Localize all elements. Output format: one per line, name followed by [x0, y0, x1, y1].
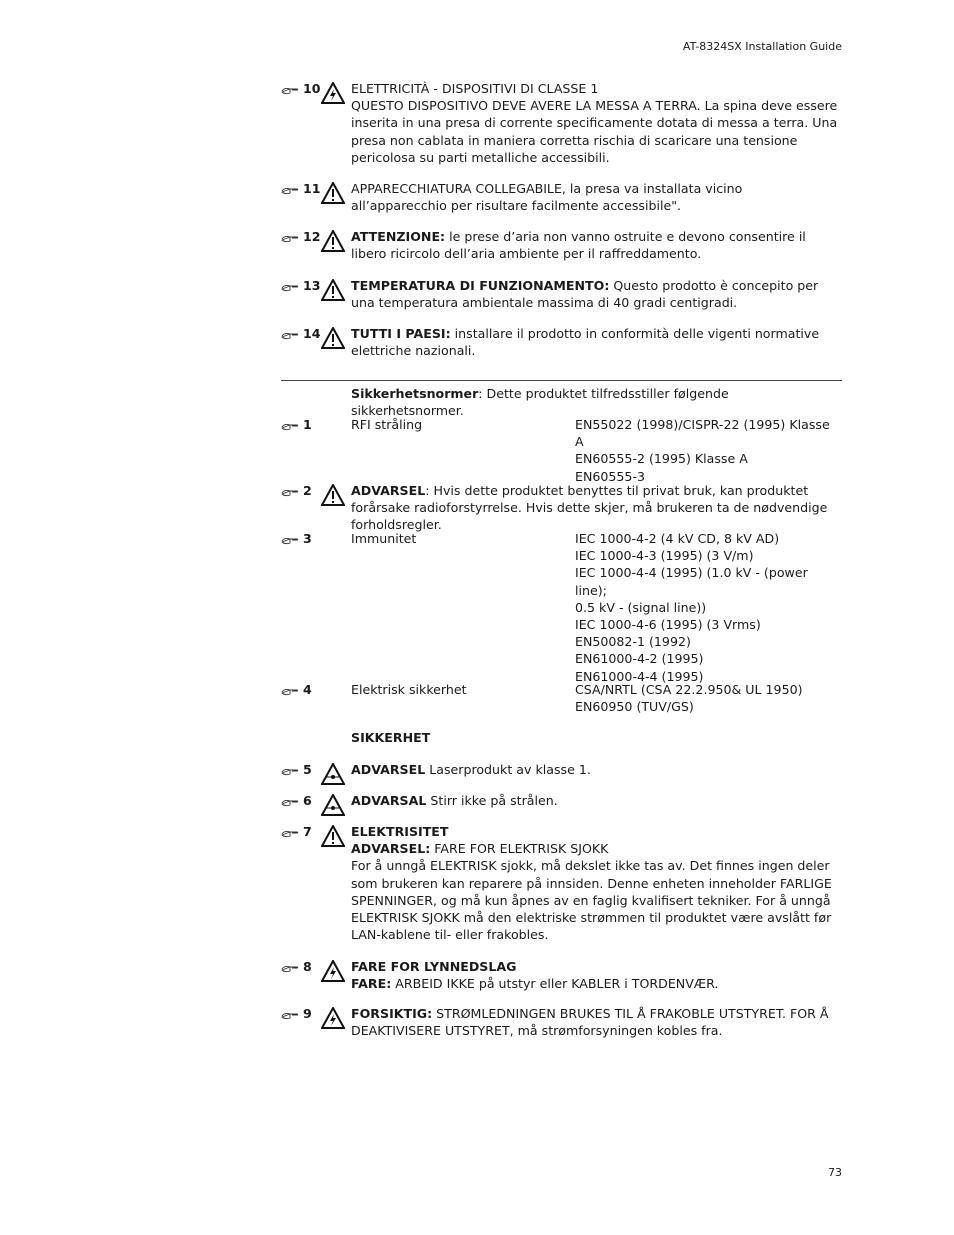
pointing-hand-icon [281, 686, 299, 696]
pointing-hand-icon [281, 1010, 299, 1020]
item-10: 10 ELETTRICITÀ - DISPOSITIVI DI CLASSE 1 QUESTO DISPOSITIVO DEVE AVERE LA MESSA A TERRA. La spina deve essere inserita in una presa di corrente specificamente dotata di messa a terra. Una presa non cablata in maniera corretta rischia di scaricare una tensione pericolosa su parti metalliche accessibili. [281, 80, 842, 166]
item-13: 13 TEMPERATURA DI FUNZIONAMENTO: Questo prodotto è concepito per una temperatura ambientale massima di 40 gradi centigradi. [281, 277, 842, 311]
pointing-hand-icon [281, 85, 299, 95]
laser-warning-icon [321, 794, 345, 816]
norwegian-intro: Sikkerhetsnormer: Dette produktet tilfredsstiller følgende sikkerhetsnormer. [351, 386, 729, 419]
electric-hazard-icon [321, 1007, 345, 1029]
no-item-2: 2 ADVARSEL: Hvis dette produktet benyttes til privat bruk, kan produktet forårsake radioforstyrrelse. Hvis dette skjer, må brukeren ta de nødvendige forholdsregler. [281, 482, 842, 534]
electric-hazard-icon [321, 960, 345, 982]
no-item-5: 5 ADVARSEL Laserprodukt av klasse 1. [281, 761, 842, 778]
standards-list: EN55022 (1998)/CISPR-22 (1995) Klasse A EN60555-2 (1995) Klasse A EN60555-3 [575, 417, 830, 484]
caution-icon [321, 279, 345, 301]
pointing-hand-icon [281, 421, 299, 431]
pointing-hand-icon [281, 797, 299, 807]
no-item-1: 1 RFI stråling EN55022 (1998)/CISPR-22 (1995) Klasse A EN60555-2 (1995) Klasse A EN60555-3 [281, 416, 842, 433]
no-item-3: 3 Immunitet IEC 1000-4-2 (4 kV CD, 8 kV AD) IEC 1000-4-3 (1995) (3 V/m) IEC 1000-4-4 (1995) (1.0 kV - (power line); 0.5 kV - (signal line)) IEC 1000-4-6 (1995) (3 Vrms) EN50082-1 (1992) EN61000-4-2 (1995) EN61000-4-4 (1995) [281, 530, 842, 547]
no-item-9: 9 FORSIKTIG: STRØMLEDNINGEN BRUKES TIL Å FRAKOBLE UTSTYRET. FOR Å DEAKTIVISERE UTSTYRET, må strømforsyningen kobles fra. [281, 1005, 842, 1039]
page-number: 73 [828, 1166, 842, 1179]
pointing-hand-icon [281, 185, 299, 195]
pointing-hand-icon [281, 963, 299, 973]
pointing-hand-icon [281, 766, 299, 776]
pointing-hand-icon [281, 487, 299, 497]
caution-icon [321, 182, 345, 204]
no-item-6: 6 ADVARSAL Stirr ikke på strålen. [281, 792, 842, 809]
standards-list: IEC 1000-4-2 (4 kV CD, 8 kV AD) IEC 1000-4-3 (1995) (3 V/m) IEC 1000-4-4 (1995) (1.0 kV - (power line); 0.5 kV - (signal line)) IEC 1000-4-6 (1995) (3 Vrms) EN50082-1 (1992) EN61000-4-2 (1995) EN61000-4-4 (1995) [575, 531, 808, 684]
pointing-hand-icon [281, 233, 299, 243]
pointing-hand-icon [281, 330, 299, 340]
no-item-7: 7 ELEKTRISITET ADVARSEL: FARE FOR ELEKTRISK SJOKK For å unngå ELEKTRISK sjokk, må dekslet ikke tas av. Det finnes ingen deler som brukeren kan reparere på innsiden. Denne enheten inneholder FARLIGE SPENNINGER, og må kun åpnes av en faglig kvalifisert tekniker. For å unngå ELEKTRISK SJOKK må den elektriske strømmen til produktet være avslått før LAN-kablene til- eller frakobles. [281, 823, 842, 943]
no-item-8: 8 FARE FOR LYNNEDSLAG FARE: ARBEID IKKE på utstyr eller KABLER i TORDENVÆR. [281, 958, 842, 992]
caution-icon [321, 230, 345, 252]
section-divider [281, 380, 842, 381]
caution-icon [321, 484, 345, 506]
pointing-hand-icon [281, 828, 299, 838]
caution-icon [321, 327, 345, 349]
caution-icon [321, 825, 345, 847]
pointing-hand-icon [281, 282, 299, 292]
electric-hazard-icon [321, 82, 345, 104]
item-14: 14 TUTTI I PAESI: installare il prodotto in conformità delle vigenti normative elettriche nazionali. [281, 325, 842, 359]
item-12: 12 ATTENZIONE: le prese d’aria non vanno ostruite e devono consentire il libero ricircolo dell’aria ambiente per il raffreddamento. [281, 228, 842, 262]
pointing-hand-icon [281, 535, 299, 545]
running-header: AT-8324SX Installation Guide [682, 40, 842, 53]
item-11: 11 APPARECCHIATURA COLLEGABILE, la presa va installata vicino all’apparecchio per risultare facilmente accessibile". [281, 180, 842, 214]
laser-warning-icon [321, 763, 345, 785]
standards-list: CSA/NRTL (CSA 22.2.950& UL 1950) EN60950 (TUV/GS) [575, 682, 803, 715]
no-item-4: 4 Elektrisk sikkerhet CSA/NRTL (CSA 22.2.950& UL 1950) EN60950 (TUV/GS) [281, 681, 842, 698]
section-heading: SIKKERHET [351, 730, 431, 745]
